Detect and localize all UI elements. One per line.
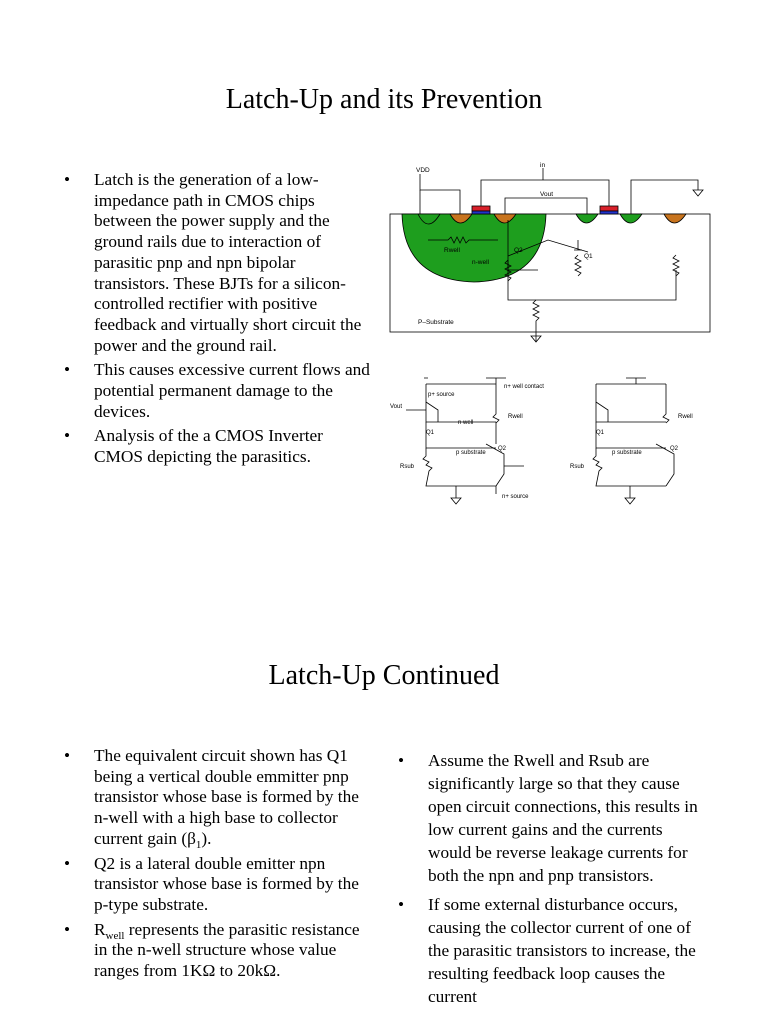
bullet-3: • Analysis of the a CMOS Inverter CMOS depicting the parasitics. <box>64 426 374 467</box>
rwell-label: Rwell <box>444 247 460 254</box>
pmos-gate-oxide <box>472 211 490 214</box>
right-bullet-2: • If some external disturbance occurs, causing the collector current of one of the parasitic transistors to increase, the resulting feedback loop causes the current <box>398 893 710 1008</box>
q1-label: Q1 <box>596 430 605 436</box>
in-label: in <box>540 162 546 169</box>
slide-1-title: Latch-Up and its Prevention <box>225 84 543 115</box>
psubstrate-label: p substrate <box>612 450 642 456</box>
equivalent-circuit-simplified <box>566 374 706 514</box>
n-plus-drain <box>576 214 598 223</box>
slide-2-title: Latch-Up Continued <box>268 660 500 691</box>
q2-label: Q2 <box>498 446 507 452</box>
substrate-label: P–Substrate <box>418 319 454 326</box>
vout-label: Vout <box>390 404 403 410</box>
q1-label: Q1 <box>584 253 593 260</box>
gnd-symbol <box>693 190 703 196</box>
bullet-2: • This causes excessive current flows and potential permanent damage to the devices. <box>64 360 374 422</box>
gnd-symbol <box>451 486 461 504</box>
equivalent-circuit-with-contacts <box>386 374 556 514</box>
n-plus-source <box>620 214 642 223</box>
left-bullet-1: • The equivalent circuit shown has Q1 being a vertical double emmitter pnp transistor whose base is formed by the n-well with a high base to collector current gain $(\beta_1)$. <box>64 746 374 850</box>
p-plus-contact <box>664 214 686 223</box>
output-wire <box>505 198 587 214</box>
pmos-gate-top <box>472 206 490 211</box>
p-source-label: p+ source <box>428 392 455 398</box>
cmos-cross-section-figure <box>388 160 714 350</box>
q1-branch <box>426 384 496 422</box>
q2-label: Q2 <box>670 446 679 452</box>
nwell-contact-label: n+ well contact <box>504 384 544 390</box>
rwell-label: Rwell <box>508 414 523 420</box>
slide-1-bullets <box>64 170 374 472</box>
left-bullet-3: • $R_{well}$ represents the parasitic resistance in the n-well structure whose value ranges from 1KΩ to 20kΩ. <box>64 920 374 982</box>
rwell-label: Rwell <box>678 414 693 420</box>
gnd-wire <box>631 180 698 214</box>
vdd-wire <box>420 174 460 214</box>
psubstrate-label: p substrate <box>456 450 486 456</box>
left-bullet-2: • Q2 is a lateral double emitter npn transistor whose base is formed by the p-type substrate. <box>64 854 374 916</box>
slide-2-right-bullets <box>398 749 710 1012</box>
rwell-resistor <box>493 384 499 423</box>
rsub-label: Rsub <box>400 464 415 470</box>
right-bullet-1: • Assume the Rwell and Rsub are significantly large so that they cause open circuit connections, this results in low current gains and the currents would be reverse leakage currents for both the npn and pnp transistors. <box>398 749 710 887</box>
rwell-resistor <box>663 384 669 423</box>
nwell-label: n well <box>458 420 474 426</box>
n-well-region <box>402 214 546 282</box>
slide-2 <box>0 576 768 1024</box>
q2-label: Q2 <box>514 247 523 254</box>
vdd-label: VDD <box>416 167 430 174</box>
nmos-gate-oxide <box>600 211 618 214</box>
rsub-label: Rsub <box>570 464 585 470</box>
bullet-1: • Latch is the generation of a low-impedance path in CMOS chips between the power supply and the ground rails due to interaction of parasitic pnp and npn bipolar transistors. These BJTs for a silicon-controlled rectifier with positive feedback and virtually short circuit the power and the ground rail. <box>64 170 374 356</box>
vout-label: Vout <box>540 191 554 198</box>
slide-2-left-bullets <box>64 746 374 986</box>
n-source-label: n+ source <box>502 494 529 500</box>
gnd-symbol <box>625 486 635 504</box>
nwell-label: n-well <box>472 259 489 266</box>
nmos-gate-top <box>600 206 618 211</box>
q1-label: Q1 <box>426 430 435 436</box>
rsub-mid <box>575 255 581 276</box>
